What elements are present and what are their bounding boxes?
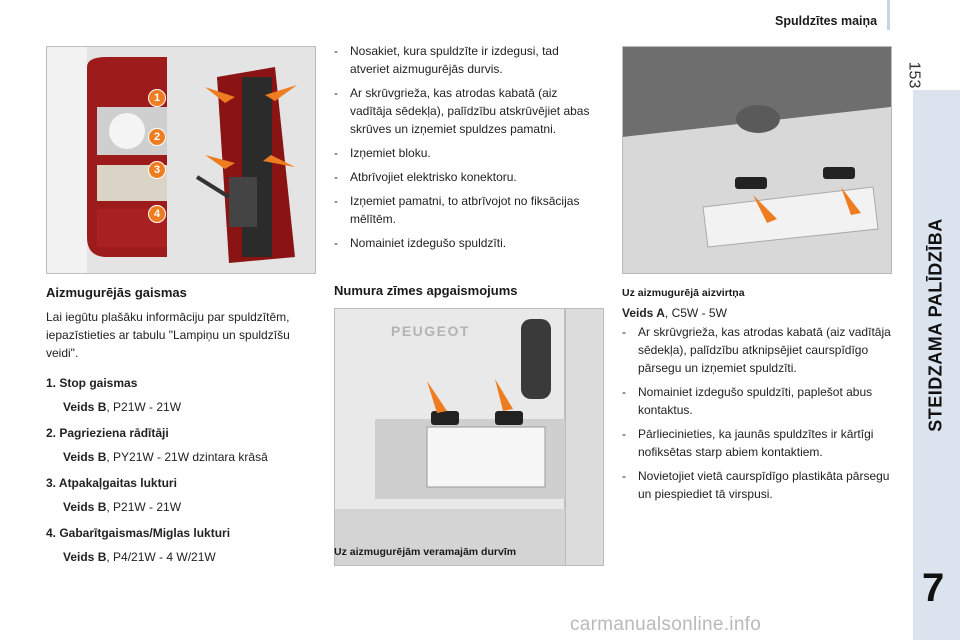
rear-light-steps: [334, 42, 599, 258]
bulb-item: [46, 524, 316, 566]
bulb-type-value: , P21W - 21W: [106, 500, 182, 514]
chapter-side-label: STEIDZAMA PALĪDZĪBA: [925, 218, 946, 432]
plate-light-heading: Numura zīmes apgaismojums: [334, 283, 518, 298]
tailgate-steps: [622, 323, 892, 509]
bulb-type-label: Veids B: [63, 500, 107, 514]
bulb-item: [46, 424, 316, 466]
callout-4: 4: [148, 205, 166, 223]
bulb-item: [46, 374, 316, 416]
rear-lights-intro: Lai iegūtu plašāku informāciju par spuldzītēm, iepazīstieties ar tabulu "Lampiņu un spuldzīšu veidi".: [46, 310, 290, 360]
step-item: - Nomainiet izdegušo spuldzīti.: [334, 234, 599, 252]
page-header-title: Spuldzītes maiņa: [775, 14, 878, 28]
step-item: - Izņemiet bloku.: [334, 144, 599, 162]
callout-3: 3: [148, 161, 166, 179]
callout-1: 1: [148, 89, 166, 107]
step-item: - Izņemiet pamatni, to atbrīvojot no fiksācijas mēlītēm.: [334, 192, 599, 228]
step-item: - Novietojiet vietā caurspīdīgo plastikāta pārsegu un piespiediet tā virspusi.: [622, 467, 892, 503]
rear-doors-illustration: [335, 309, 603, 565]
tailgate-type-label: Veids A: [622, 306, 665, 320]
page-number: 153: [905, 61, 923, 89]
bulb-type-label: Veids B: [63, 400, 107, 414]
step-item: - Ar skrūvgrieža, kas atrodas kabatā (aiz vadītāja sēdekļa), palīdzību atknipsējiet caurspīdīgo pārsegu un izņemiet spuldzīti.: [622, 323, 892, 377]
bulb-type-value: , P4/21W - 4 W/21W: [106, 550, 216, 564]
bulb-item: [46, 474, 316, 516]
rear-light-photo: [46, 46, 316, 274]
tailgate-photo: [622, 46, 892, 274]
watermark: carmanualsonline.info: [570, 614, 762, 635]
rear-doors-caption: Uz aizmugurējām veramajām durvīm: [334, 546, 517, 558]
bulb-list: [46, 374, 316, 574]
bulb-item-title: 1. Stop gaismas: [46, 376, 138, 390]
tailgate-caption: Uz aizmugurējā aizvirtņa: [622, 287, 745, 299]
tailgate-illustration: [623, 47, 891, 273]
step-item: - Atbrīvojiet elektrisko konektoru.: [334, 168, 599, 186]
rear-lights-heading: Aizmugurējās gaismas: [46, 285, 187, 300]
header-divider: [887, 0, 890, 30]
bulb-type-value: , P21W - 21W: [106, 400, 182, 414]
bulb-item-title: 2. Pagrieziena rādītāji: [46, 426, 169, 440]
tailgate-bulb-type: [622, 304, 892, 322]
tailgate-type-value: , C5W - 5W: [664, 306, 727, 320]
callout-2: 2: [148, 128, 166, 146]
step-item: - Ar skrūvgrieža, kas atrodas kabatā (aiz vadītāja sēdekļa), palīdzību atskrūvējiet abas skrūves un izņemiet spuldzes pamatni.: [334, 84, 599, 138]
bulb-type-label: Veids B: [63, 550, 107, 564]
bulb-type-value: , PY21W - 21W dzintara krāsā: [106, 450, 268, 464]
rear-light-illustration: [47, 47, 315, 273]
step-item: - Pārliecinieties, ka jaunās spuldzītes ir kārtīgi nofiksētas starp abiem kontaktiem.: [622, 425, 892, 461]
bulb-type-label: Veids B: [63, 450, 107, 464]
chapter-number: 7: [922, 566, 945, 610]
step-item: - Nomainiet izdegušo spuldzīti, paplešot abus kontaktus.: [622, 383, 892, 419]
step-item: - Nosakiet, kura spuldzīte ir izdegusi, tad atveriet aizmugurējās durvis.: [334, 42, 599, 78]
bulb-item-title: 3. Atpakaļgaitas lukturi: [46, 476, 177, 490]
brand-lettering: PEUGEOT: [391, 323, 470, 339]
rear-doors-photo: [334, 308, 604, 566]
bulb-item-title: 4. Gabarītgaismas/Miglas lukturi: [46, 526, 231, 540]
